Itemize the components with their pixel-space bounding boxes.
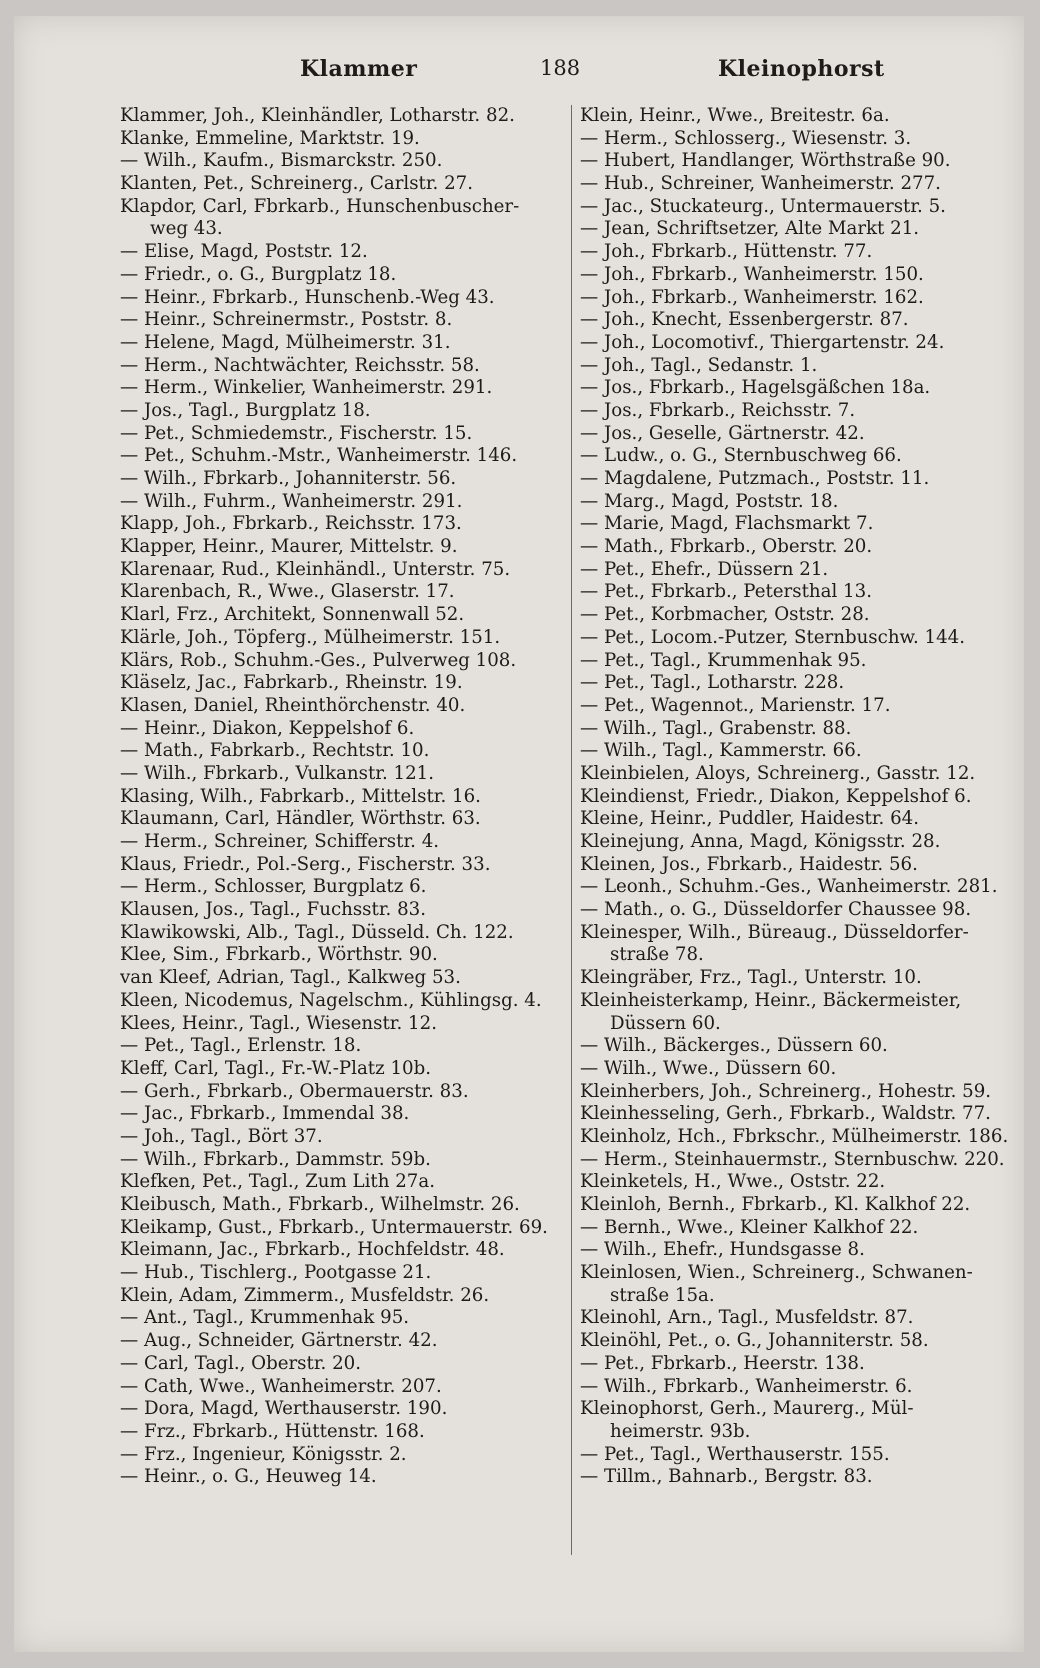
right-entry: Kleine, Heinr., Puddler, Haidestr. 64.: [580, 808, 920, 830]
right-entry: Klein, Heinr., Wwe., Breitestr. 6a.: [580, 105, 890, 126]
right-entry: — Joh., Fbrkarb., Hüttenstr. 77.: [580, 241, 873, 263]
left-entry: Klapp, Joh., Fbrkarb., Reichsstr. 173.: [120, 513, 462, 535]
left-entry: — Cath, Wwe., Wanheimerstr. 207.: [120, 1375, 442, 1397]
left-entry: — Heinr., Diakon, Keppelshof 6.: [120, 717, 415, 739]
left-entry: Klapper, Heinr., Maurer, Mittelstr. 9.: [120, 536, 458, 558]
right-entry: Kleinherbers, Joh., Schreinerg., Hohestr. 59.: [580, 1080, 992, 1102]
right-entry: — Joh., Locomotivf., Thiergartenstr. 24.: [580, 331, 945, 353]
right-entry: Kleindienst, Friedr., Diakon, Keppelshof 6.: [580, 785, 972, 807]
right-entry: — Leonh., Schuhm.-Ges., Wanheimerstr. 281.: [580, 876, 998, 898]
left-entry: weg 43.: [150, 218, 223, 240]
right-entry: Kleinketels, H., Wwe., Oststr. 22.: [580, 1171, 886, 1193]
right-entry: Kleingräber, Frz., Tagl., Unterstr. 10.: [580, 967, 922, 989]
right-entry: — Wilh., Tagl., Kammerstr. 66.: [580, 740, 862, 762]
right-entry: Kleinesper, Wilh., Büreaug., Düsseldorfer-: [580, 921, 969, 943]
left-entry: — Ant., Tagl., Krummenhak 95.: [120, 1307, 410, 1329]
left-entry: — Carl, Tagl., Oberstr. 20.: [120, 1352, 361, 1374]
left-entry: Kleff, Carl, Tagl., Fr.-W.-Platz 10b.: [120, 1057, 432, 1079]
right-entry: — Math., Fbrkarb., Oberstr. 20.: [580, 536, 873, 558]
right-entry: Kleinbielen, Aloys, Schreinerg., Gasstr. 12.: [580, 762, 976, 784]
right-entry: — Magdalene, Putzmach., Poststr. 11.: [580, 468, 930, 489]
right-entry: Kleinlosen, Wien., Schreinerg., Schwanen-: [580, 1262, 973, 1284]
right-entry: Kleinloh, Bernh., Fbrkarb., Kl. Kalkhof 22.: [580, 1194, 971, 1215]
right-entry: — Jean, Schriftsetzer, Alte Markt 21.: [580, 218, 920, 240]
right-entry: straße 15a.: [610, 1284, 715, 1306]
left-entry: — Friedr., o. G., Burgplatz 18.: [120, 263, 397, 285]
left-entry: — Herm., Schreiner, Schifferstr. 4.: [120, 831, 440, 852]
left-entry: — Math., Fabrkarb., Rechtstr. 10.: [120, 740, 430, 762]
right-entry: — Marie, Magd, Flachsmarkt 7.: [580, 513, 874, 535]
right-entry: — Bernh., Wwe., Kleiner Kalkhof 22.: [580, 1216, 919, 1238]
right-entry: — Hub., Schreiner, Wanheimerstr. 277.: [580, 173, 941, 195]
left-entry: — Heinr., Fbrkarb., Hunschenb.-Weg 43.: [120, 286, 495, 308]
left-entry: Kleikamp, Gust., Fbrkarb., Untermauerstr. 69.: [120, 1216, 548, 1238]
right-entry: — Joh., Fbrkarb., Wanheimerstr. 162.: [580, 286, 924, 308]
right-entry: — Pet., Ehefr., Düssern 21.: [580, 558, 829, 580]
left-entry: — Pet., Schmiedemstr., Fischerstr. 15.: [120, 422, 473, 444]
right-entry: — Joh., Fbrkarb., Wanheimerstr. 150.: [580, 263, 924, 285]
right-entry: — Jos., Geselle, Gärtnerstr. 42.: [580, 422, 865, 444]
left-entry: Klärle, Joh., Töpferg., Mülheimerstr. 151.: [120, 626, 501, 648]
right-entry: Düssern 60.: [610, 1012, 721, 1034]
right-entry: — Pet., Locom.-Putzer, Sternbuschw. 144.: [580, 626, 965, 648]
right-entry: — Jos., Fbrkarb., Hagelsgäßchen 18a.: [580, 377, 931, 399]
right-entry: — Joh., Knecht, Essenbergerstr. 87.: [580, 309, 909, 331]
left-entry: — Elise, Magd, Poststr. 12.: [120, 241, 368, 263]
right-entry: — Jac., Stuckateurg., Untermauerstr. 5.: [580, 195, 946, 217]
right-column: [580, 105, 1012, 1489]
left-entry: Klapdor, Carl, Fbrkarb., Hunschenbuscher-: [120, 195, 520, 217]
left-entry: Kleimann, Jac., Fbrkarb., Hochfeldstr. 48.: [120, 1239, 505, 1261]
left-entry: Klanten, Pet., Schreinerg., Carlstr. 27.: [120, 173, 474, 195]
left-entry: Klee, Sim., Fbrkarb., Wörthstr. 90.: [120, 944, 438, 966]
left-entry: Klärs, Rob., Schuhm.-Ges., Pulverweg 108.: [120, 649, 517, 671]
right-entry: — Pet., Tagl., Krummenhak 95.: [580, 649, 867, 671]
left-entry: — Hub., Tischlerg., Pootgasse 21.: [120, 1262, 432, 1284]
left-entry: Klasing, Wilh., Fabrkarb., Mittelstr. 16.: [120, 785, 481, 807]
right-entry: — Math., o. G., Düsseldorfer Chaussee 98.: [580, 899, 972, 921]
right-entry: — Wilh., Fbrkarb., Wanheimerstr. 6.: [580, 1375, 913, 1397]
left-entry: Klein, Adam, Zimmerm., Musfeldstr. 26.: [120, 1284, 490, 1306]
left-entry: Kläselz, Jac., Fabrkarb., Rheinstr. 19.: [120, 672, 463, 694]
left-entry: — Heinr., Schreinermstr., Poststr. 8.: [120, 309, 453, 331]
page-number: 188: [540, 56, 581, 80]
left-entry: — Wilh., Fbrkarb., Dammstr. 59b.: [120, 1148, 431, 1170]
left-entry: Klaus, Friedr., Pol.-Serg., Fischerstr. 33.: [120, 853, 491, 875]
left-entry: — Jac., Fbrkarb., Immendal 38.: [120, 1103, 410, 1125]
right-entry: — Joh., Tagl., Sedanstr. 1.: [580, 354, 818, 376]
left-entry: Klasen, Daniel, Rheinthörchenstr. 40.: [120, 694, 466, 716]
right-entry: — Marg., Magd, Poststr. 18.: [580, 490, 839, 512]
left-entry: — Dora, Magd, Werthauserstr. 190.: [120, 1398, 448, 1420]
left-entry: Klawikowski, Alb., Tagl., Düsseld. Ch. 122.: [120, 921, 514, 943]
left-entry: — Joh., Tagl., Bört 37.: [120, 1125, 323, 1147]
right-entry: Kleinophorst, Gerh., Maurerg., Mül-: [580, 1398, 914, 1420]
left-entry: — Frz., Ingenieur, Königsstr. 2.: [120, 1443, 407, 1465]
right-entry: — Wilh., Ehefr., Hundsgasse 8.: [580, 1239, 865, 1261]
left-entry: — Herm., Winkelier, Wanheimerstr. 291.: [120, 377, 493, 399]
right-entry: — Hubert, Handlanger, Wörthstraße 90.: [580, 150, 951, 172]
left-entry: Klanke, Emmeline, Marktstr. 19.: [120, 127, 420, 149]
left-entry: — Wilh., Fbrkarb., Vulkanstr. 121.: [120, 762, 435, 784]
right-entry: — Pet., Tagl., Werthauserstr. 155.: [580, 1443, 890, 1465]
left-entry: Klees, Heinr., Tagl., Wiesenstr. 12.: [120, 1012, 437, 1034]
right-entry: — Wilh., Tagl., Grabenstr. 88.: [580, 717, 852, 739]
left-entry: — Jos., Tagl., Burgplatz 18.: [120, 399, 371, 421]
right-entry: heimerstr. 93b.: [610, 1420, 751, 1442]
left-entry: Klefken, Pet., Tagl., Zum Lith 27a.: [120, 1171, 436, 1193]
left-entry: Klarenbach, R., Wwe., Glaserstr. 17.: [120, 581, 455, 603]
right-entry: — Herm., Steinhauermstr., Sternbuschw. 220.: [580, 1148, 1005, 1170]
right-entry: — Pet., Fbrkarb., Heerstr. 138.: [580, 1352, 865, 1374]
right-entry: Kleinheisterkamp, Heinr., Bäckermeister,: [580, 989, 962, 1011]
left-entry: — Wilh., Fuhrm., Wanheimerstr. 291.: [120, 490, 463, 512]
header-left-keyword: Klammer: [300, 56, 418, 82]
left-entry: Klarl, Frz., Architekt, Sonnenwall 52.: [120, 604, 465, 626]
right-entry: Kleinhesseling, Gerh., Fbrkarb., Waldstr. 77.: [580, 1103, 991, 1125]
right-entry: — Pet., Fbrkarb., Petersthal 13.: [580, 581, 872, 603]
right-entry: — Wilh., Wwe., Düssern 60.: [580, 1057, 837, 1079]
right-entry: Kleinholz, Hch., Fbrkschr., Mülheimerstr. 186.: [580, 1125, 1009, 1147]
left-entry: Klarenaar, Rud., Kleinhändl., Unterstr. 75.: [120, 558, 511, 580]
right-entry: — Pet., Wagennot., Marienstr. 17.: [580, 694, 891, 716]
left-entry: — Herm., Schlosser, Burgplatz 6.: [120, 876, 427, 898]
right-entry: — Pet., Korbmacher, Oststr. 28.: [580, 604, 870, 626]
right-entry: Kleinohl, Arn., Tagl., Musfeldstr. 87.: [580, 1307, 914, 1329]
left-entry: van Kleef, Adrian, Tagl., Kalkweg 53.: [120, 967, 461, 989]
left-entry: — Aug., Schneider, Gärtnerstr. 42.: [120, 1330, 438, 1352]
left-entry: — Wilh., Fbrkarb., Johanniterstr. 56.: [120, 468, 457, 489]
page-header: [0, 56, 1040, 90]
right-entry: straße 78.: [610, 944, 704, 966]
left-column: [120, 105, 560, 1489]
right-entry: — Jos., Fbrkarb., Reichsstr. 7.: [580, 399, 856, 421]
left-entry: — Helene, Magd, Mülheimerstr. 31.: [120, 331, 451, 353]
right-entry: — Pet., Tagl., Lotharstr. 228.: [580, 672, 845, 694]
header-right-keyword: Kleinophorst: [718, 56, 885, 82]
right-entry: — Wilh., Bäckerges., Düssern 60.: [580, 1035, 888, 1057]
right-entry: Kleinen, Jos., Fbrkarb., Haidestr. 56.: [580, 853, 918, 875]
left-entry: — Frz., Fbrkarb., Hüttenstr. 168.: [120, 1420, 425, 1442]
left-entry: Klaumann, Carl, Händler, Wörthstr. 63.: [120, 808, 481, 830]
left-entry: — Herm., Nachtwächter, Reichsstr. 58.: [120, 354, 480, 376]
left-entry: — Pet., Schuhm.-Mstr., Wanheimerstr. 146.: [120, 445, 518, 467]
right-entry: — Ludw., o. G., Sternbuschweg 66.: [580, 445, 902, 467]
left-entry: — Gerh., Fbrkarb., Obermauerstr. 83.: [120, 1080, 469, 1102]
right-entry: — Tillm., Bahnarb., Bergstr. 83.: [580, 1466, 873, 1488]
left-entry: — Pet., Tagl., Erlenstr. 18.: [120, 1035, 362, 1057]
left-entry: Kleen, Nicodemus, Nagelschm., Kühlingsg. 4.: [120, 989, 542, 1011]
left-entry: Kleibusch, Math., Fbrkarb., Wilhelmstr. 26.: [120, 1194, 520, 1215]
right-entry: — Herm., Schlosserg., Wiesenstr. 3.: [580, 127, 912, 149]
left-entry: — Heinr., o. G., Heuweg 14.: [120, 1466, 377, 1488]
right-entry: Kleinejung, Anna, Magd, Königsstr. 28.: [580, 831, 941, 852]
left-entry: Klammer, Joh., Kleinhändler, Lotharstr. 82.: [120, 105, 515, 126]
column-divider: [571, 105, 572, 1555]
left-entry: — Wilh., Kaufm., Bismarckstr. 250.: [120, 150, 443, 172]
right-entry: Kleinöhl, Pet., o. G., Johanniterstr. 58.: [580, 1330, 929, 1352]
left-entry: Klausen, Jos., Tagl., Fuchsstr. 83.: [120, 899, 427, 921]
